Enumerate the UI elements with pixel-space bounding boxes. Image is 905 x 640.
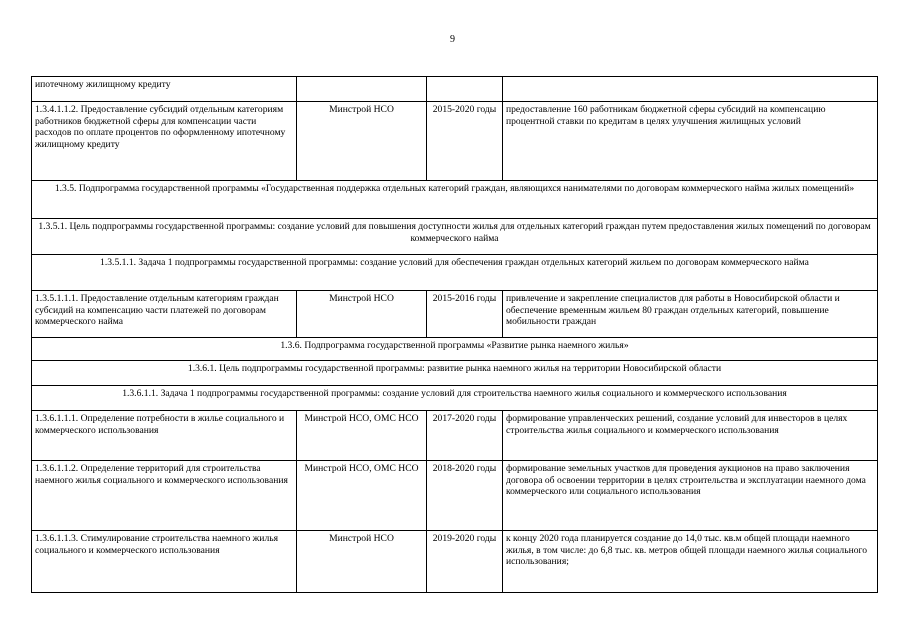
result-cell: привлечение и закрепление специалистов для работы в Новосибирской области и обеспечение временным жильем 80 граждан отдельных категорий, повышение мобильности граждан [503, 291, 878, 338]
table-row [32, 102, 878, 181]
table-row [32, 531, 878, 593]
table-row [32, 291, 878, 338]
executor-cell: Минстрой НСО [297, 102, 427, 181]
period-cell: 2017-2020 годы [427, 411, 503, 461]
measure-name-cell: 1.3.5.1.1.1. Предоставление отдельным категориям граждан субсидий на компенсацию части платежей по договорам коммерческого найма [32, 291, 297, 338]
section-header-row [32, 386, 878, 411]
section-header-row [32, 181, 878, 219]
result-cell: формирование управленческих решений, создание условий для инвесторов в целях строительства жилья социального и коммерческого использования [503, 411, 878, 461]
subprogram-heading: 1.3.6. Подпрограмма государственной программы «Развитие рынка наемного жилья» [32, 338, 878, 361]
goal-heading: 1.3.6.1. Цель подпрограммы государственной программы: развитие рынка наемного жилья на территории Новосибирской области [32, 361, 878, 386]
section-header-row [32, 255, 878, 291]
measure-name-cell: 1.3.6.1.1.1. Определение потребности в жилье социального и коммерческого использования [32, 411, 297, 461]
section-header-row [32, 219, 878, 255]
section-header-row [32, 338, 878, 361]
program-table [31, 76, 878, 593]
task-heading: 1.3.5.1.1. Задача 1 подпрограммы государственной программы: создание условий для обеспечения граждан отдельных категорий жильем по договорам коммерческого найма [32, 255, 878, 291]
table-row [32, 411, 878, 461]
result-cell: предоставление 160 работникам бюджетной сферы субсидий на компенсацию процентной ставки по кредитам в целях улучшения жилищных условий [503, 102, 878, 181]
task-heading: 1.3.6.1.1. Задача 1 подпрограммы государственной программы: создание условий для строительства наемного жилья социального и коммерческого использования [32, 386, 878, 411]
period-cell [427, 77, 503, 102]
table-row [32, 461, 878, 531]
period-cell: 2019-2020 годы [427, 531, 503, 593]
goal-heading: 1.3.5.1. Цель подпрограммы государственной программы: создание условий для повышения доступности жилья для отдельных категорий граждан путем предоставления жилых помещений по договорам коммерческого найма [32, 219, 878, 255]
measure-name-cell: ипотечному жилищному кредиту [32, 77, 297, 102]
page-number: 9 [450, 34, 455, 45]
result-cell: к концу 2020 года планируется создание до 14,0 тыс. кв.м общей площади наемного жилья, в том числе: до 6,8 тыс. кв. метров общей площади наемного жилья социального использования; [503, 531, 878, 593]
period-cell: 2015-2020 годы [427, 102, 503, 181]
executor-cell: Минстрой НСО, ОМС НСО [297, 411, 427, 461]
table-row [32, 77, 878, 102]
result-cell: формирование земельных участков для проведения аукционов на право заключения договора об освоении территории в целях строительства и эксплуатации наемного дома коммерческого или социального использования [503, 461, 878, 531]
section-header-row [32, 361, 878, 386]
measure-name-cell: 1.3.6.1.1.2. Определение территорий для строительства наемного жилья социального и коммерческого использования [32, 461, 297, 531]
measure-name-cell: 1.3.6.1.1.3. Стимулирование строительства наемного жилья социального и коммерческого использования [32, 531, 297, 593]
executor-cell: Минстрой НСО [297, 291, 427, 338]
result-cell [503, 77, 878, 102]
executor-cell: Минстрой НСО [297, 531, 427, 593]
period-cell: 2015-2016 годы [427, 291, 503, 338]
executor-cell [297, 77, 427, 102]
subprogram-heading: 1.3.5. Подпрограмма государственной программы «Государственная поддержка отдельных категорий граждан, являющихся нанимателями по договорам коммерческого найма жилых помещений» [32, 181, 878, 219]
period-cell: 2018-2020 годы [427, 461, 503, 531]
executor-cell: Минстрой НСО, ОМС НСО [297, 461, 427, 531]
measure-name-cell: 1.3.4.1.1.2. Предоставление субсидий отдельным категориям работников бюджетной сферы для компенсации части расходов по оплате процентов по оформленному ипотечному жилищному кредиту [32, 102, 297, 181]
